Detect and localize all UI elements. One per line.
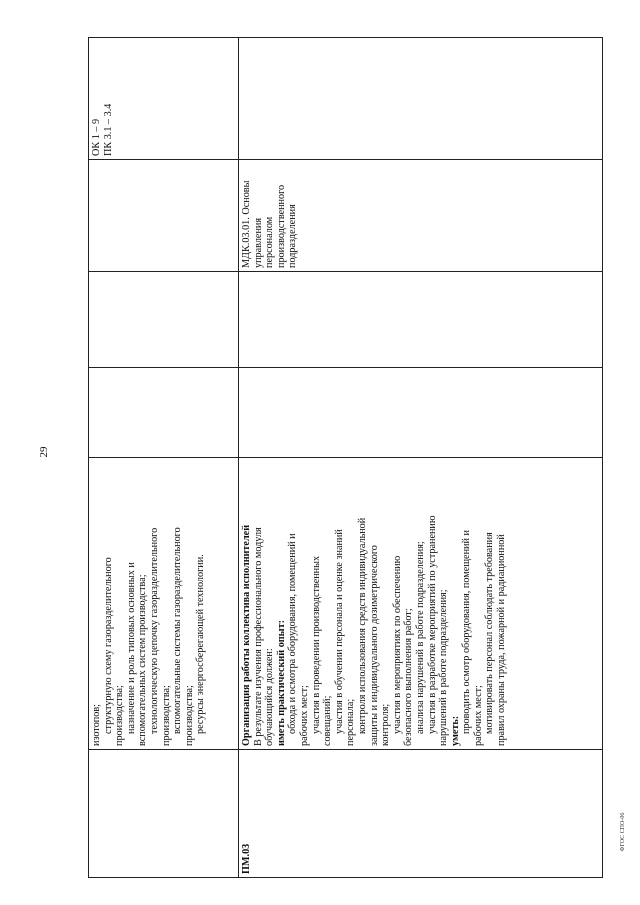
mdk-line: производственного [275,184,287,268]
competency-pk: ПК 3.1 – 3.4 [102,103,114,156]
text-line: совещаний; [322,695,334,746]
text-line: безопасного выполнения работ; [403,608,415,746]
text-line: вспомогательных систем производства; [137,574,149,746]
text-line: контроля использования средств индивидуальной [356,517,368,734]
text-line: рабочих мест; [472,685,484,746]
text-line: участия в разработке мероприятий по устранению [426,515,438,734]
cell-hours-max [89,368,239,458]
text-line: участия в проведении производственных [310,555,322,734]
module-title: Организация работы коллектива исполнителей [241,524,252,746]
section-heading: иметь практический опыт: [275,619,287,746]
text-line: защиты и индивидуального дозиметрического [368,545,380,746]
text-line: участия в мероприятиях по обеспечению [391,555,403,734]
text-line: анализа нарушений в работе подразделения; [414,541,426,734]
mdk-line: персоналом [264,216,276,268]
cell-index-empty [89,750,239,878]
rotated-table-container [88,38,603,878]
table-row-continuation [89,38,239,878]
cell-module-code: ПМ.03 [239,750,603,878]
text-line: вспомогательные системы газоразделительного [172,527,184,734]
text-line: персонала; [345,698,357,746]
text-line: производства; [114,685,126,746]
text-line: нарушений в работе подразделения; [438,589,450,746]
cell-hours-class [89,272,239,368]
cell-hours-class [239,272,603,368]
text-line: технологическую цепочку газоразделительного [148,527,160,734]
mdk-line: управления [252,217,264,268]
text-line: производства; [183,685,195,746]
text-line: мотивировать персонал соблюдать требования [484,532,496,734]
mdk-line: подразделения [287,204,299,268]
text-line: участия в обучении персонала и оценке знаний [333,529,345,734]
cell-competencies [89,38,239,160]
text-line: правил охраны труда, пожарной и радиационной [496,534,508,746]
page-number: 29 [38,446,50,458]
text-line: производства; [160,685,172,746]
text-line: рабочих мест; [298,685,310,746]
text-line: ресурсы энергосберегающей технологии. [195,554,207,734]
text-line: проводить осмотр оборудования, помещений и [461,530,473,734]
text-line: контроля; [380,703,392,746]
text-line: изотопов; [91,704,102,746]
cell-discipline-empty [89,160,239,272]
text-line: В результате изучения профессионального модуля [252,527,264,746]
competency-ok: ОК 1 – 9 [91,118,102,156]
cell-discipline [239,160,603,272]
table-row-pm03 [239,38,603,878]
cell-competencies-empty [239,38,603,160]
text-line: назначение и роль типовых основных и [125,562,137,734]
cell-knowledge-list [89,458,239,750]
mdk-line: МДК.03.01. Основы [241,180,252,268]
cell-hours-max [239,368,603,458]
footer-document-code: ФГОС СПО-06 [620,812,626,852]
text-line: обхода и осмотра оборудования, помещений и [287,533,299,734]
text-line: обучающийся должен: [264,648,276,746]
text-line: структурную схему газоразделительного [102,557,114,734]
cell-module-content [239,458,603,750]
curriculum-table [88,37,603,878]
section-heading: уметь: [449,715,461,746]
